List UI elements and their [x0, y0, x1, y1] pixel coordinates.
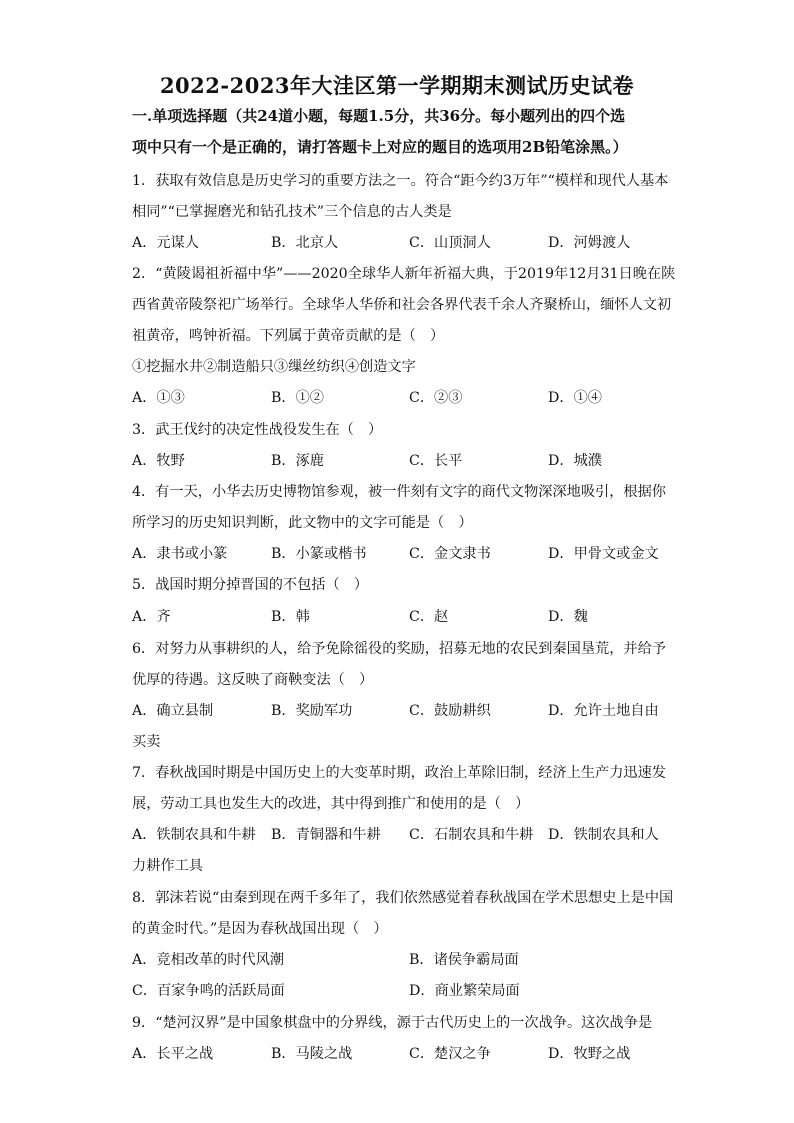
question-8-option-d: D．商业繁荣局面: [409, 983, 520, 999]
question-7-line-1: 7．春秋战国时期是中国历史上的大变革时期，政治上革除旧制，经济上生产力迅速发: [132, 765, 666, 781]
question-8-option-c: C．百家争鸣的活跃局面: [132, 983, 285, 999]
section-heading-line-2: 项中只有一个是正确的，请打答题卡上对应的题目的选项用2B铅笔涂黑。）: [132, 138, 628, 156]
question-6-option-a: A．确立县制: [132, 703, 214, 719]
question-2-line-2: 西省黄帝陵祭祀广场举行。全球华人华侨和社会各界代表千余人齐聚桥山，缅怀人文初: [132, 297, 672, 313]
question-5-option-b: B．韩: [271, 609, 310, 625]
question-5-option-d: D．魏: [548, 609, 588, 625]
question-9-option-c: C．楚汉之争: [409, 1046, 491, 1062]
question-8-option-b: B．诸侯争霸局面: [409, 952, 519, 968]
question-2-option-b: B．①②: [271, 390, 324, 406]
question-9-option-b: B．马陵之战: [271, 1046, 353, 1062]
question-7-line-2: 展，劳动工具也发生大的改进，其中得到推广和使用的是（ ）: [132, 796, 530, 812]
question-2-line-3: 祖黄帝，鸣钟祈福。下列属于黄帝贡献的是（ ）: [132, 328, 445, 344]
question-7-option-a: A．铁制农具和牛耕: [132, 827, 256, 843]
exam-title: 2022-2023年大洼区第一学期期末测试历史试卷: [159, 73, 635, 98]
question-1-option-b: B．北京人: [271, 235, 339, 251]
question-2-option-d: D．①④: [548, 390, 602, 406]
question-3-option-a: A．牧野: [132, 453, 185, 469]
question-6-line-2: 优厚的待遇。这反映了商鞅变法（ ）: [132, 672, 374, 688]
question-5-line-1: 5．战国时期分掉晋国的不包括（ ）: [132, 577, 369, 593]
question-4-option-c: C．金文隶书: [409, 546, 491, 562]
question-2-line-4: ①挖掘水井②制造船只③缫丝纺织④创造文字: [132, 359, 416, 375]
question-9-line-1: 9．“楚河汉界”是中国象棋盘中的分界线，源于古代历史上的一次战争。这次战争是: [132, 1015, 653, 1031]
question-4-line-1: 4．有一天，小华去历史博物馆参观，被一件刻有文字的商代文物深深地吸引，根据你: [132, 484, 666, 500]
section-heading-line-1: 一.单项选择题（共24道小题，每题1.5分，共36分。每小题列出的四个选: [132, 107, 626, 125]
question-3-option-c: C．长平: [409, 453, 463, 469]
question-6-option-d-continued: 买卖: [132, 734, 161, 750]
question-7-option-c: C．石制农具和牛耕: [409, 827, 534, 843]
question-6-option-d: D．允许土地自由: [548, 703, 659, 719]
question-3-option-d: D．城濮: [548, 453, 602, 469]
question-4-option-b: B．小篆或楷书: [271, 546, 367, 562]
question-4-line-2: 所学习的历史知识判断，此文物中的文字可能是（ ）: [132, 515, 473, 531]
question-7-option-b: B．青铜器和牛耕: [271, 827, 381, 843]
question-8-line-1: 8．郭沫若说“由秦到现在两千多年了，我们依然感觉着春秋战国在学术思想史上是中国: [132, 890, 674, 906]
question-6-option-b: B．奖励军功: [271, 703, 353, 719]
question-5-option-c: C．赵: [409, 609, 449, 625]
question-9-option-d: D．牧野之战: [548, 1046, 631, 1062]
question-6-option-c: C．鼓励耕织: [409, 703, 491, 719]
question-8-option-a: A．竞相改革的时代风潮: [132, 952, 285, 968]
question-2-option-c: C．②③: [409, 390, 463, 406]
question-1-line-1: 1．获取有效信息是历史学习的重要方法之一。符合“距今约3万年”“模样和现代人基本: [132, 173, 669, 189]
question-5-option-a: A．齐: [132, 609, 171, 625]
question-7-option-d-continued: 力耕作工具: [132, 858, 203, 874]
question-1-option-a: A．元谋人: [132, 235, 199, 251]
question-7-option-d: D．铁制农具和人: [548, 827, 659, 843]
question-2-option-a: A．①③: [132, 390, 185, 406]
question-2-line-1: 2．“黄陵谒祖祈福中华”——2020全球华人新年祈福大典，于2019年12月31日晚在陕: [132, 266, 676, 282]
question-8-line-2: 的黄金时代。”是因为春秋战国出现（ ）: [132, 921, 388, 937]
question-3-line-1: 3．武王伐纣的决定性战役发生在（ ）: [132, 422, 383, 438]
question-3-option-b: B．涿鹿: [271, 453, 324, 469]
question-9-option-a: A．长平之战: [132, 1046, 214, 1062]
question-4-option-d: D．甲骨文或金文: [548, 546, 659, 562]
question-1-line-2: 相同”“已掌握磨光和钻孔技术”三个信息的古人类是: [132, 204, 452, 220]
question-1-option-c: C．山顶洞人: [409, 235, 491, 251]
question-4-option-a: A．隶书或小篆: [132, 546, 228, 562]
question-6-line-1: 6．对努力从事耕织的人，给予免除徭役的奖励，招募无地的农民到秦国垦荒，并给予: [132, 641, 666, 657]
question-1-option-d: D．河姆渡人: [548, 235, 631, 251]
